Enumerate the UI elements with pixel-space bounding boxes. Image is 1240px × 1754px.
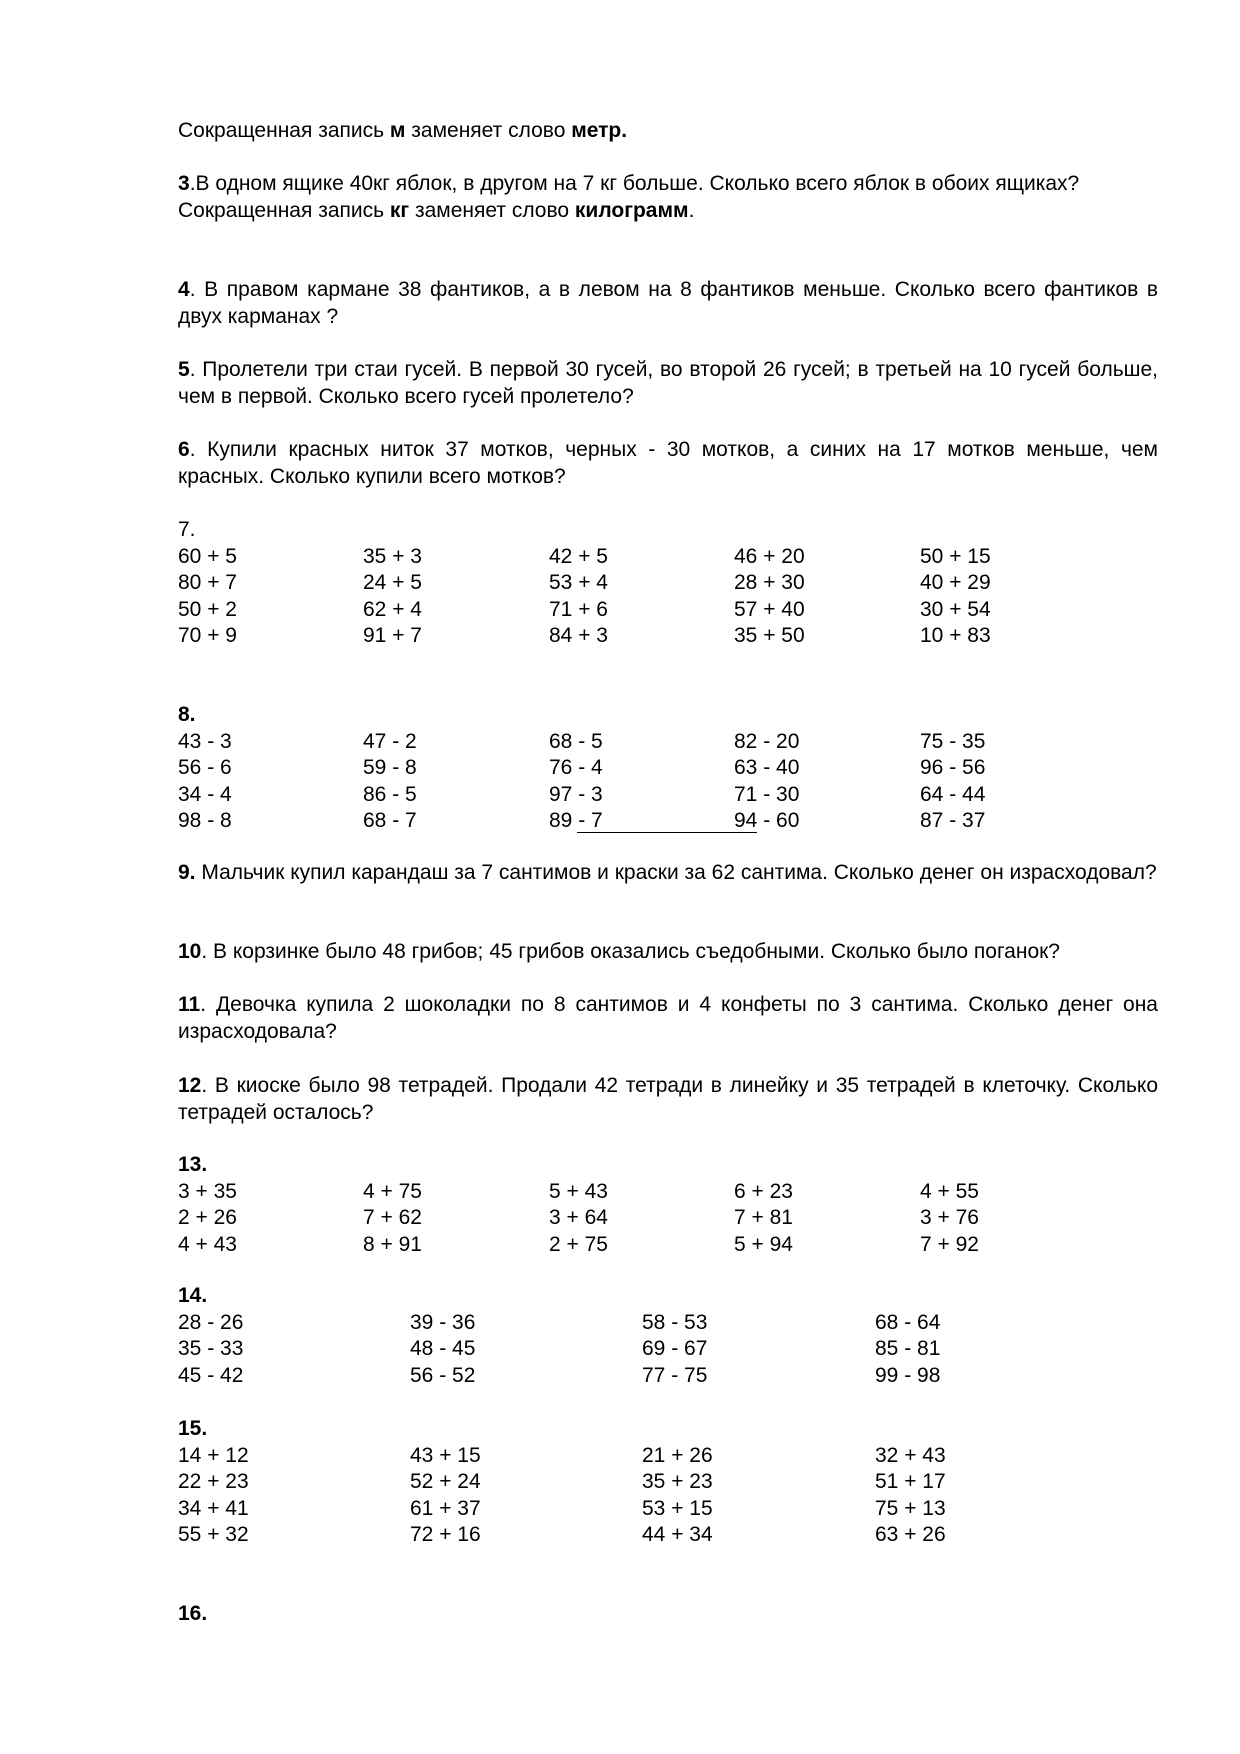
expression-row [178,1336,1158,1363]
expression: 7 + 92 [920,1232,979,1256]
expression: 61 + 37 [410,1496,481,1520]
expression-row [178,570,1158,597]
expression: 75 + 13 [875,1496,946,1520]
expression: 35 + 50 [734,624,805,648]
problem-6: 6. Купили красных ниток 37 мотков, черных - 30 мотков, а синих на 17 мотков меньше, чем красных. Сколько купили всего мотков? [178,438,1158,488]
expression: 70 + 9 [178,624,237,648]
expression: 96 - 56 [920,756,986,780]
expression: 56 - 52 [410,1363,476,1387]
expression-row [178,1205,1158,1232]
expression-row [178,729,1158,756]
problem-5: 5. Пролетели три стаи гусей. В первой 30 гусей, во второй 26 гусей; в третьей на 10 гусей больше, чем в первой. Сколько всего гусей пролетело? [178,358,1158,408]
expression: 22 + 23 [178,1470,249,1494]
expression: 58 - 53 [642,1310,708,1334]
expression: 43 + 15 [410,1443,481,1467]
expression: 39 - 36 [410,1310,476,1334]
expression: 4 + 55 [920,1179,979,1203]
exercise-13 [178,1152,1158,1258]
exercise-label: 7. [178,518,196,541]
expression: 46 + 20 [734,544,805,568]
expression: 50 + 15 [920,544,991,568]
expression: 3 + 76 [920,1206,979,1230]
problem-9: 9. Мальчик купил карандаш за 7 сантимов и краски за 62 сантима. Сколько денег он израсходовал? [178,861,1157,884]
expression: 72 + 16 [410,1523,481,1547]
exercise-label: 13. [178,1153,208,1176]
expression: 62 + 4 [363,597,422,621]
expression-row [178,1232,1158,1259]
expression: 4 + 43 [178,1232,237,1256]
exercise-14 [178,1283,1158,1389]
expression: 28 + 30 [734,571,805,595]
expression-row [178,1443,1158,1470]
expression: 57 + 40 [734,597,805,621]
expression-row [178,1179,1158,1206]
expression: 76 - 4 [549,756,603,780]
exercise-8 [178,702,1158,835]
expression: 68 - 5 [549,729,603,753]
expression: 89 - 7 [549,809,603,833]
expression: 3 + 64 [549,1206,608,1230]
intro-note: Сокращенная запись м заменяет слово метр. [178,119,628,142]
problem-4: 4. В правом кармане 38 фантиков, а в левом на 8 фантиков меньше. Сколько всего фантиков в двух карманах ? [178,278,1158,328]
expression: 10 + 83 [920,624,991,648]
expression: 14 + 12 [178,1443,249,1467]
expression: 91 + 7 [363,624,422,648]
exercise-label: 15. [178,1417,208,1440]
expression: 40 + 29 [920,571,991,595]
expression: 2 + 75 [549,1232,608,1256]
expression-row [178,623,1158,650]
expression-row [178,544,1158,571]
expression: 82 - 20 [734,729,800,753]
expression: 94 - 60 [734,809,800,833]
problem-12: 12. В киоске было 98 тетрадей. Продали 42 тетради в линейку и 35 тетрадей в клеточку. Сколько тетрадей осталось? [178,1074,1158,1124]
exercise-label: 8. [178,703,196,726]
expression: 32 + 43 [875,1443,946,1467]
expression: 87 - 37 [920,809,986,833]
expression: 35 - 33 [178,1337,244,1361]
expression: 7 + 81 [734,1206,793,1230]
problem-11: 11. Девочка купила 2 шоколадки по 8 сантимов и 4 конфеты по 3 сантима. Сколько денег она израсходовала? [178,993,1158,1043]
expression: 63 + 26 [875,1523,946,1547]
expression: 8 + 91 [363,1232,422,1256]
exercise-label: 14. [178,1284,208,1307]
expression: 4 + 75 [363,1179,422,1203]
expression: 77 - 75 [642,1363,708,1387]
expression: 43 - 3 [178,729,232,753]
expression: 85 - 81 [875,1337,941,1361]
expression: 7 + 62 [363,1206,422,1230]
expression: 21 + 26 [642,1443,713,1467]
expression: 28 - 26 [178,1310,244,1334]
expression: 86 - 5 [363,782,417,806]
expression: 50 + 2 [178,597,237,621]
separator-line [577,832,757,833]
expression: 63 - 40 [734,756,800,780]
expression: 5 + 43 [549,1179,608,1203]
expression: 5 + 94 [734,1232,793,1256]
problem-3: 3.В одном ящике 40кг яблок, в другом на 7 кг больше. Сколько всего яблок в обоих ящиках? Сокращенная запись кг заменяет слово килограмм. [178,172,1080,222]
expression: 60 + 5 [178,544,237,568]
exercise-15 [178,1416,1158,1549]
expression: 2 + 26 [178,1206,237,1230]
expression: 6 + 23 [734,1179,793,1203]
expression: 48 - 45 [410,1337,476,1361]
expression: 56 - 6 [178,756,232,780]
expression: 52 + 24 [410,1470,481,1494]
expression: 68 - 64 [875,1310,941,1334]
expression-row [178,1469,1158,1496]
expression: 71 - 30 [734,782,800,806]
expression-row [178,755,1158,782]
problem-10: 10. В корзинке было 48 грибов; 45 грибов оказались съедобными. Сколько было поганок? [178,940,1060,963]
expression: 44 + 34 [642,1523,713,1547]
expression: 99 - 98 [875,1363,941,1387]
expression: 53 + 15 [642,1496,713,1520]
expression: 71 + 6 [549,597,608,621]
exercise-16-label: 16. [178,1602,208,1625]
expression: 64 - 44 [920,782,986,806]
expression: 69 - 67 [642,1337,708,1361]
expression: 80 + 7 [178,571,237,595]
expression: 51 + 17 [875,1470,946,1494]
expression: 34 - 4 [178,782,232,806]
expression-row [178,782,1158,809]
expression-row [178,1363,1158,1390]
expression: 35 + 23 [642,1470,713,1494]
expression: 97 - 3 [549,782,603,806]
expression: 35 + 3 [363,544,422,568]
expression: 55 + 32 [178,1523,249,1547]
expression: 47 - 2 [363,729,417,753]
expression: 68 - 7 [363,809,417,833]
expression: 45 - 42 [178,1363,244,1387]
expression: 59 - 8 [363,756,417,780]
expression: 42 + 5 [549,544,608,568]
expression: 34 + 41 [178,1496,249,1520]
expression-row [178,597,1158,624]
expression: 3 + 35 [178,1179,237,1203]
expression: 75 - 35 [920,729,986,753]
exercise-7 [178,517,1158,650]
expression: 53 + 4 [549,571,608,595]
expression: 98 - 8 [178,809,232,833]
expression-row [178,1522,1158,1549]
expression-row [178,1496,1158,1523]
expression: 30 + 54 [920,597,991,621]
expression: 84 + 3 [549,624,608,648]
expression: 24 + 5 [363,571,422,595]
expression-row [178,1310,1158,1337]
expression-row [178,808,1158,835]
